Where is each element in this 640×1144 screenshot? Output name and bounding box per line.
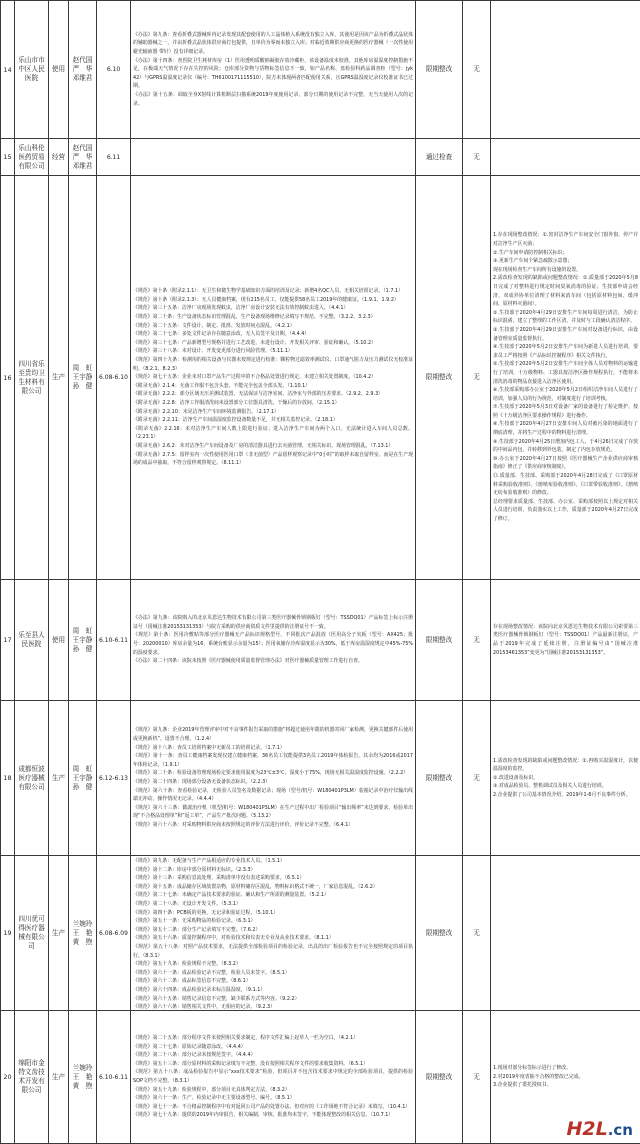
row-number: 14 [3,65,12,74]
inspector-name: 严 华 [72,152,93,161]
rectification-item: ⑤.生技部于2020年5月2日安排生产车间全体人员对物料的运输进行了培训，十万级物料、工器具按洁净区操作规程执行，不能将未清洗消毒的物品直接进入洁净区使用。 [493,361,638,385]
inspectors-cell [69,139,97,176]
problem-item: 《附录无菌》2.2.2：部分区域无压差测试装置，无法保证与洁净室间、洁净室与外部的压差要求。（2.9.2、2.9.3） [133,391,384,398]
company-name: 绵阳市金特文齿技术开发有限公司 [18,1059,45,1094]
recheck-status: 无 [473,373,480,381]
row-number-cell [1,580,15,701]
table-row [1,1011,640,1144]
rectification-item: 现在现场检查生产车间所有设施的设置。 [493,266,582,273]
rectification-item: 2.需改检查发现的缺陷或问题整改情况：①.质量部于2020年5月8日完成了对整料进行规定时间臭氧消毒的验证；生技部申请会经济，双成外协单位清理了材料来消车间（包括原材料包间、缓冲间、原材料灭菌间）。 [493,275,638,308]
type-cell [49,701,69,856]
problem-item: 《规范》第三十八条：未对设计、开发变更部分进行风险管理。（5.11.1） [133,348,293,355]
problem-item: 《规范》第九条：无配备与生产产品相适应的专业技术人员。（1.5.1） [133,858,285,864]
rectification-item: ③.更新生产车间个紧急疏散示意图； [493,258,573,265]
handling-result: 限期整改 [425,1072,453,1081]
date-cell [97,580,131,701]
inspector-name: 孙 健 [72,782,93,791]
date-cell [97,139,131,176]
inspector-name: 周 虹 [72,626,93,635]
row-number-cell [1,176,15,580]
inspector-name: 孙 健 [72,382,93,390]
rectification-item: ④.生技部于2020年5月2日安排生产车间为新进人员进行培训，要求员工严格按照《产品标识控制程序》相关文件执行。 [493,344,638,359]
problem-item: 《办法》第九条：查看折叠式器械库内记录发现其配套使用的人工晶体植入系统没有独立入库，其使用是因该产品为折叠式晶状体的辅助器械之一，并由折叠式晶状体供应商打包提供，且单价为零而未独立入库；对临近效期供应商更换的医疗器械（一次性使用避光输液器 带针）没有详细记录。 [133,31,413,56]
problem-item: 《规范》第五十八条：成品检验报告中显示“xxx技术要求”检验，但项目并不包含技术要求中规定的全部检验项目，提供的检验SOP文档不完整。（8.3.1） [133,1069,413,1084]
rectification-item: 1.现场对部分标签标示进行了修改。 [493,1065,572,1072]
problem-item: 《规范》第六十条：查看检验记录，无检验人员签名及数据记录；现场（型号/机号：W180401P3LM）装箱记录中治疗仪输出线端无冲动，操作情况无记录。（4.4.4） [133,787,413,803]
row-number-cell [1,856,15,1011]
problems-list [133,614,413,666]
problems-cell [131,139,416,176]
inspection-date: 6.12-6.13 [99,774,128,782]
problem-item: 《规范》第七十五条：企业未对口罩产品生产过程中的不合格品处置进行规定，未建立相关处置制度。（10.4.2） [133,374,376,381]
inspector-name: 王 艳 [72,928,93,937]
problem-item: 《规范》第二十七条：多处文件记录存在随意涂改，无人员签字及日期。（4.4.4） [133,331,310,338]
type-cell [49,856,69,1011]
rectification-item: ⑧.生技部于2020年4月27日安排车间人员对被污染的地面进行了彻底清理，并将生产过程中的物料进行清理。 [493,421,638,437]
problem-item: 《规范》第二十八条：无设计开发文件。（5.3.1） [133,900,241,907]
problem-item: 《附录无菌》2.2.11：洁净生产车间温湿度监控设备数量不足，并无相关监控记录。（2.18.1） [133,417,338,424]
problem-item: 《规范》第三十七条：产品新增型号规格并进行工艺改进，未进行设计、开发相关评审、验证和确认。（5.10.2） [133,339,376,346]
problem-item: 《规范》第二十五条：文件设计、制定、批准、发放时间点混乱。（4.2.1） [133,322,295,329]
problem-item: 《规范》第七十一条：不合格品控制程序中有对返回公司产品的处置办法，但对应的《工作场地不符合记录》未填写。（10.4.1） [133,1103,411,1110]
company-cell [15,1,49,139]
inspectors-cell [69,1,97,139]
problem-item: 《办法》第九条：该院购入的北京贝恩达生物技术有限公司第三类医疗器械骨锁钢板钉（型号：TSSDQ01）产品标签上标示注册证号（国械注准20153131353）与院方采购的供应商资质文件里提供的注册证号不一致。 [133,615,413,630]
problem-item: 《规范》第七十九条：提供的2019年内审报告，相关编制、审核、批准均未签字，不能体现整改的相关信息。（10.7.1） [133,1112,394,1119]
rectification-item: 存在现场整改情况：该院向北京贝恩达生物技术有限公司索要第三类医疗器械骨锁钢板钉（型号：TSSDQ01）产品最新注册证，产品于2019年完成了延续注册，注册证编号由“国械注准20153461353”变更为“国械注准20153131353”。 [493,623,638,656]
row-number: 16 [3,373,12,382]
rectification-list [493,231,638,523]
handling-result: 限期整改 [425,773,453,782]
recheck-cell [463,580,491,701]
inspector-name: 严 华 [72,65,93,73]
row-number: 20 [3,1073,12,1081]
rectification-cell [491,1,640,139]
date-cell [97,176,131,580]
rectification-item: ②.改进设备及标识。 [493,774,539,781]
inspection-date: 6.08-6.10 [99,374,128,381]
inspection-date: 6.10-6.11 [99,636,128,644]
problem-item: 《规范》第十二条：库房中部分原材料无标识。（2.3.3） [133,866,256,873]
inspector-name: 赵代国 [72,56,93,64]
company-cell [15,580,49,701]
row-number-cell [1,1,15,139]
problem-item: 《规范》第六十一条：生产、检验记录中无主要设备型号、编号。（8.5.1） [133,1095,295,1102]
recheck-cell [463,1,491,139]
problem-item: 《规范》第十八条：查员工培训档案中无新员工的培训记录。（1.7.1） [133,744,285,751]
problem-item: 《附录无菌》2.2.8：洁净工作服清洗间未设置部分工位器具清洗、干燥后的存放间。（2.15.1） [133,399,340,406]
problem-item: 《办法》第二十四条：该院未按照《医疗器械使用质量监督管理办法》对医疗器械质量管理工作进行自查。 [133,658,363,665]
problem-item: 《规范》第五十二条：部分生产记录填写不完整。（7.6.2） [133,926,261,933]
rectification-item: 3.企业提供了委托授权书。 [493,1082,552,1089]
problem-item: 《规范》第六十三条：微波治疗机（机型/机号：W180401P3LM）在生产过程中出厂检验项目“输出频率”未达到要求，检验单出现“不合格品处理单”和“返工单”，产品生产批次问题。（5.13.2） [133,804,413,820]
problems-cell [131,580,416,701]
handling-result: 限期整改 [425,65,453,73]
row-number: 15 [3,153,12,161]
problem-item: 《规范》第九条：企业2019年管理评审中对不良事件报告采取的措施“将超过使用年限的机器寄回厂家检测，更换关键部件后使用或更换新机”，设置不合理。（1.2.4） [133,727,413,743]
rectification-item: 2.对2019年度省抽不合格的整改已完成。 [493,1073,584,1080]
problem-item: 《规范》第五十九条：检验规程中，部分项目无具体判定方法。（8.3.2） [133,1086,290,1093]
row-number-cell [1,701,15,856]
recheck-status: 无 [473,928,480,937]
inspector-name: 邓维君 [72,161,93,170]
entity-type: 生产 [51,773,66,782]
row-number-cell [1,139,15,176]
inspector-name: 王 艳 [72,1072,93,1081]
handling-result: 限期整改 [425,635,453,644]
handling-result: 限期整改 [425,373,453,381]
table-row [1,580,640,701]
company-name: 四川优可得医疗器械有限公司 [18,915,45,950]
rectification-cell [491,856,640,1011]
recheck-cell [463,856,491,1011]
recheck-cell [463,1011,491,1144]
rectification-list [493,757,638,800]
problem-item: 《规范》第五十八条：对照产品技术要求，无法提供全部检验项目的检验记录，出具的出厂检验报告也不完全按照规定的项目执行。（8.3.1） [133,943,413,959]
rectification-item: ②.生技部于2020年4月29日安排生产车间每周进行清洁，为防止标识混淆，建立了整理的工作区清，并及时与工段确认清洁程序。 [493,309,638,325]
company-cell [15,701,49,856]
problems-list [133,287,413,467]
inspectors-cell [69,701,97,856]
recheck-status: 无 [473,152,480,161]
problems-list [133,1034,413,1120]
problem-item: 《规范》第五十九条：检验规程不完整。（8.3.2） [133,961,241,968]
problem-item: 《规范》第十条（附录2.1.1）：无卫生和微生物学基础知识方面的培训及记录；新增4名QC人员，无相关培训记录。（1.7.1） [133,288,404,295]
problems-list [133,726,413,829]
problem-item: 《规范》第十五条：成品储存区域放置杂物，原材料储存区混乱，物料标识格式不统一，厂家信息混乱。（2.6.2） [133,883,378,890]
problems-list [133,857,413,1010]
company-cell [15,176,49,580]
inspector-name: 黄 煦 [72,937,93,946]
rectification-item: ⑩.办公室于2020年4月27日按照《医疗器械生产企业供应商审核指南》修正了《供应商审核制度》。 [493,455,638,471]
rectification-item: 1.需改检查发现的缺陷或问题整改情况：①.再购买温湿度计，以便温湿度的监控。 [493,757,638,773]
inspector-list [69,580,96,700]
rectification-item: ③.生技部于2020年4月29日安排生产车间对设备进行标识，由设备管理室质量监督执行。 [493,326,638,342]
rectification-item: ③.对成品检验员、整机调试员及相关人员进行培训。 [493,783,607,790]
problem-item: 《规范》第二十五条：部分程序文件未按照相关要求制定，程序文件汇编上起草人一栏为空白。（4.2.1） [133,1035,359,1042]
problem-item: 《规范》第四十九条：检测用的相关设备与仪器未按规定进行校准：颗粒物过滤效率测试仪、口罩通气阻力及压力测试仪无校准证明。（8.2.1、8.2.3） [133,357,413,372]
problem-item: 《附录无菌》2.6.2：未对洁净生产车间设备及厂房的清洁器具进行去灭菌管理，无相关标识，现场管理混乱。（7.13.1） [133,442,394,449]
result-cell [416,856,463,1011]
result-cell [416,139,463,176]
problem-item: 《规范》第六十五条：销售记录信息不完整，缺少联系方式等内容。（9.2.2） [133,995,300,1002]
entity-type: 使用 [51,635,66,644]
problems-cell [131,176,416,580]
inspector-list [69,856,96,1010]
inspector-name: 王宇静 [72,635,93,644]
inspector-name: 王宇静 [72,773,93,782]
problem-item: 《规范》第六十四条：成品检验记录未标注温湿度。（9.1.1） [133,986,266,993]
type-cell [49,1011,69,1144]
row-number-cell [1,1011,15,1144]
handling-result: 通过检查 [425,152,453,161]
company-name: 成都恒波医疗器械有限公司 [18,764,45,791]
result-cell [416,1011,463,1144]
date-cell [97,1011,131,1144]
problem-item: 《规范》第五十三条：部分原材料的采购记录填写不完整，没有按照相关程序文件的要求收集资料。（6.5.1） [133,1060,368,1067]
inspectors-cell [69,856,97,1011]
recheck-cell [463,701,491,856]
company-cell [15,856,49,1011]
problems-cell [131,1,416,139]
problem-item: 《规范》第六十一条：成品检验记录不完整，检验人员未签字。（8.5.1） [133,969,290,976]
rectification-item: ②.生产车间申请防控制相关标识； [493,249,568,256]
company-name: 乐山科伦医药贸易有限公司 [18,143,45,170]
result-cell [416,176,463,580]
problem-item: 《规范》第十条（附录2.1.3）：无人员健康档案，现有215名员工，仅能提供58名员工2019年的健康证。（1.9.1、1.9.2） [133,296,399,303]
inspector-name: 王宇静 [72,373,93,381]
problem-item: 《规范》第十条：医用冷敷贴等部分医疗器械无产品标识规格型号，不同批次产品混放（医用高分子夹板（型号：AX425；批号：20200010）库房余量为16，系统台账显示余量为15）；医用氧储存冷库湿度显示为30%，低于库房温湿度规定中45%-75%的湿度要求。 [133,632,413,656]
inspection-date: 6.10-6.11 [99,1073,128,1081]
rectification-list [493,1064,638,1090]
problem-item: 《规范》第三十五条：洁净厂房现场发现蚊虫，洁净厂房设计安装无法有效控制蚊虫进入。（4.4.1） [133,305,349,312]
entity-type: 生产 [51,928,66,937]
problem-item: 《规范》第二十七条：未确定产品技术要求的验证、确认和生产所需的测量装置。（5.2.1） [133,892,329,899]
inspector-list [69,701,96,855]
watermark-domain: .cn [607,1121,633,1139]
rectification-item: 2.企业提供了公司基本情况介绍，2019年1-6月不良事件分析。 [493,791,631,798]
problem-item: 《规范》第二十八条：部分记录未按规范签字。（4.4.4） [133,1052,256,1059]
table-row [1,139,640,176]
inspector-name: 邓维君 [72,74,93,82]
problems-cell [131,1011,416,1144]
entity-type: 生产 [51,373,66,381]
recheck-status: 无 [473,773,480,782]
inspector-name: 周 虹 [72,764,93,773]
problem-item: 《规范》第六十六条：对采购物料供应商未按照规定的评价方法进行评价，评价记录不完整。（6.4.1） [133,821,354,828]
type-cell [49,580,69,701]
problem-item: 《规范》第四十条：PCB板的更换，无记录和验证过程。（5.10.1） [133,909,279,916]
problem-item: 《附录无菌》2.2.10：未见洁净生产车间环境监测报告。（2.17.1） [133,408,280,415]
date-cell [97,701,131,856]
inspector-list [69,1011,96,1143]
problem-item: 《附录无菌》2.7.5：留样室内一次性使用医用口罩（非无菌型）产品留样观察记录中“0小时”的取样未取自留样室，而是在生产现场的成品中抽取，不符合留样观察规定。（8.11.1） [133,451,413,467]
problem-item: 《附录无菌》2.1.4：无菌工作服不包含头套，不能完全包盖全部头发。（1.10.1） [133,382,311,389]
inspector-list [69,176,96,579]
entity-type: 使用 [51,65,66,73]
recheck-cell [463,176,491,580]
problem-item: 《规范》第五十六条：质量控制程序中，对检验技术和仪表无专业及从业技术要求。（8.1.1） [133,935,334,942]
problem-item: 《规范》第二十七条：原始记录随意涂改。（4.4.4） [133,1043,246,1050]
inspector-name: 兰婉玲 [72,1063,93,1072]
rectification-list [493,623,638,657]
problem-item: 《规范》第十一条：查员工健康档案发现仅建立健康档案，36名员工仅能提供3名员工2019年体检报告，其余均为2016或2017年体检记录。（1.9.1） [133,753,413,768]
problem-item: 《规范》第二十条：生产设备状态标识管理混乱，生产设备现场维修记录填写不规范、不完整。（3.2.2、3.2.3） [133,314,376,321]
recheck-status: 无 [473,1072,480,1081]
inspection-date: 6.10 [106,66,121,73]
type-cell [49,1,69,139]
problem-item: 《附录无菌》2.2.16：未对洁净生产车间人数上限进行验证；进入洁净生产车间为两个入口，无法统计进入车间人员总数。（2.23.1） [133,425,413,441]
type-cell [49,176,69,580]
rectification-item: ⑨.生技部于2020年4月25日增加内包工人，于4月26日完成了存放的中间品内包，并转移到外包装，制定了内包存放规范。 [493,438,638,454]
recheck-status: 无 [473,635,480,644]
inspector-name: 孙 健 [72,644,93,653]
problems-list [133,31,413,108]
row-number: 17 [3,636,12,644]
company-cell [15,1011,49,1144]
problem-item: 《办法》第十四条：查医院卫生耗材库房（1）医用透明质酸钠凝胶存放冷藏柜，该设备温度未校准，其他库房温湿度控制措施不足，在极端天气情况下存在失控的风险；仓库部分货物与货物标签信息不一致，如产品名称、盘检验科药品调查柜（型号：jyk 42）与GPRS温湿度记录仪（编号：TH6100171115510），院方未体现两者匹配使用关系，且GPRS温湿度记录仪校准证书已过期。 [133,57,413,90]
inspection-date: 6.08-6.09 [99,929,128,937]
table-row [1,856,640,1011]
company-name: 四川省乐至贵均卫生材料有限公司 [18,359,45,395]
table-row [1,176,640,580]
rectification-item: 总经理要求质量部、生技部、办公室、采购部按照以上规定对相关人员进行培训，负责落实以上工作，质量部于2020年4月27日完成了修订。 [493,498,638,522]
company-cell [15,139,49,176]
problems-cell [131,856,416,1011]
site-watermark-logo [564,1118,635,1141]
rectification-item: ⑪.质量部、生技部、采购部于2020年4月28日完成了《口罩原材料采购验收准则》、《熔喷布验收准则》、《口罩带验收准则》、《熔喷无纺布验收准则》的修改。 [493,473,638,497]
rectification-cell [491,139,640,176]
date-cell [97,1,131,139]
recheck-status: 无 [473,65,480,73]
watermark-brand: H2L [566,1118,608,1140]
rectification-item: 1.存在现场整改情况：①.密封洁净生产车间安全门窗外窗，停产并对洁净生产区灭菌； [493,232,638,247]
inspector-name: 赵代国 [72,143,93,152]
problem-item: 《规范》第十三条：采购信息流处理，采购清单中没有表述采购要求。（6.5.1） [133,875,305,882]
entity-type: 生产 [51,1072,66,1081]
problem-item: 《规范》第六十六条：销售相关文件中，无相应的记录。（9.2.3） [133,1004,276,1010]
company-name: 乐山市市中区人民医院 [18,56,45,82]
inspector-name: 周 虹 [72,364,93,372]
type-cell [49,139,69,176]
rectification-cell [491,580,640,701]
rectification-item: ⑦.生技部于2020年5月3日对设备厂家的设备进行了检定维护，按照《十万级洁净区要求操作规程》进行操作。 [493,404,638,419]
handling-result: 限期整改 [425,928,453,937]
date-cell [97,856,131,1011]
row-number: 18 [3,774,12,782]
problems-cell [131,701,416,856]
problem-item: 《规范》第二十条：检验设备管理现场检定要求使用温度为23℃±3℃，湿度小于75%，现场无相关温湿度监控设施。（2.2.2） [133,770,409,777]
result-cell [416,580,463,701]
result-cell [416,1,463,139]
rectification-cell [491,176,640,580]
inspection-date: 6.11 [106,153,121,161]
inspector-name: 兰婉玲 [72,919,93,928]
inspector-list [69,139,96,175]
rectification-cell [491,701,640,856]
problem-item: 《规范》第五十一条：无采购物品的检验记录。（6.3.1） [133,918,256,925]
row-number: 19 [3,929,12,937]
inspectors-cell [69,580,97,701]
table-row [1,1,640,139]
inspector-name: 黄 煦 [72,1081,93,1090]
table-row [1,701,640,856]
entity-type: 经营 [51,152,66,161]
rectification-item: ⑥.生技部采购部办公室于2020年5月2日组织洁净车间人员进行了培训，加强人员的行为规范，对制度进行了培训考核。 [493,387,638,402]
recheck-cell [463,139,491,176]
result-cell [416,701,463,856]
inspectors-cell [69,176,97,580]
inspectors-cell [69,1011,97,1144]
problem-item: 《规范》第二十四条：现场部分设备无设备状态标识。（2.2.3） [133,779,271,785]
company-name: 乐至县人民医院 [18,631,45,648]
inspector-list [69,1,96,138]
problem-item: 《规范》第六十二条：成品标签信息不完整。（8.6.1） [133,978,251,985]
problem-item: 《办法》第十五条：调取全身X射线计算机断层扫描系统2019年度使用记录，部分日期的使用记录不完整，无当天使用人次的记录。 [133,91,413,107]
